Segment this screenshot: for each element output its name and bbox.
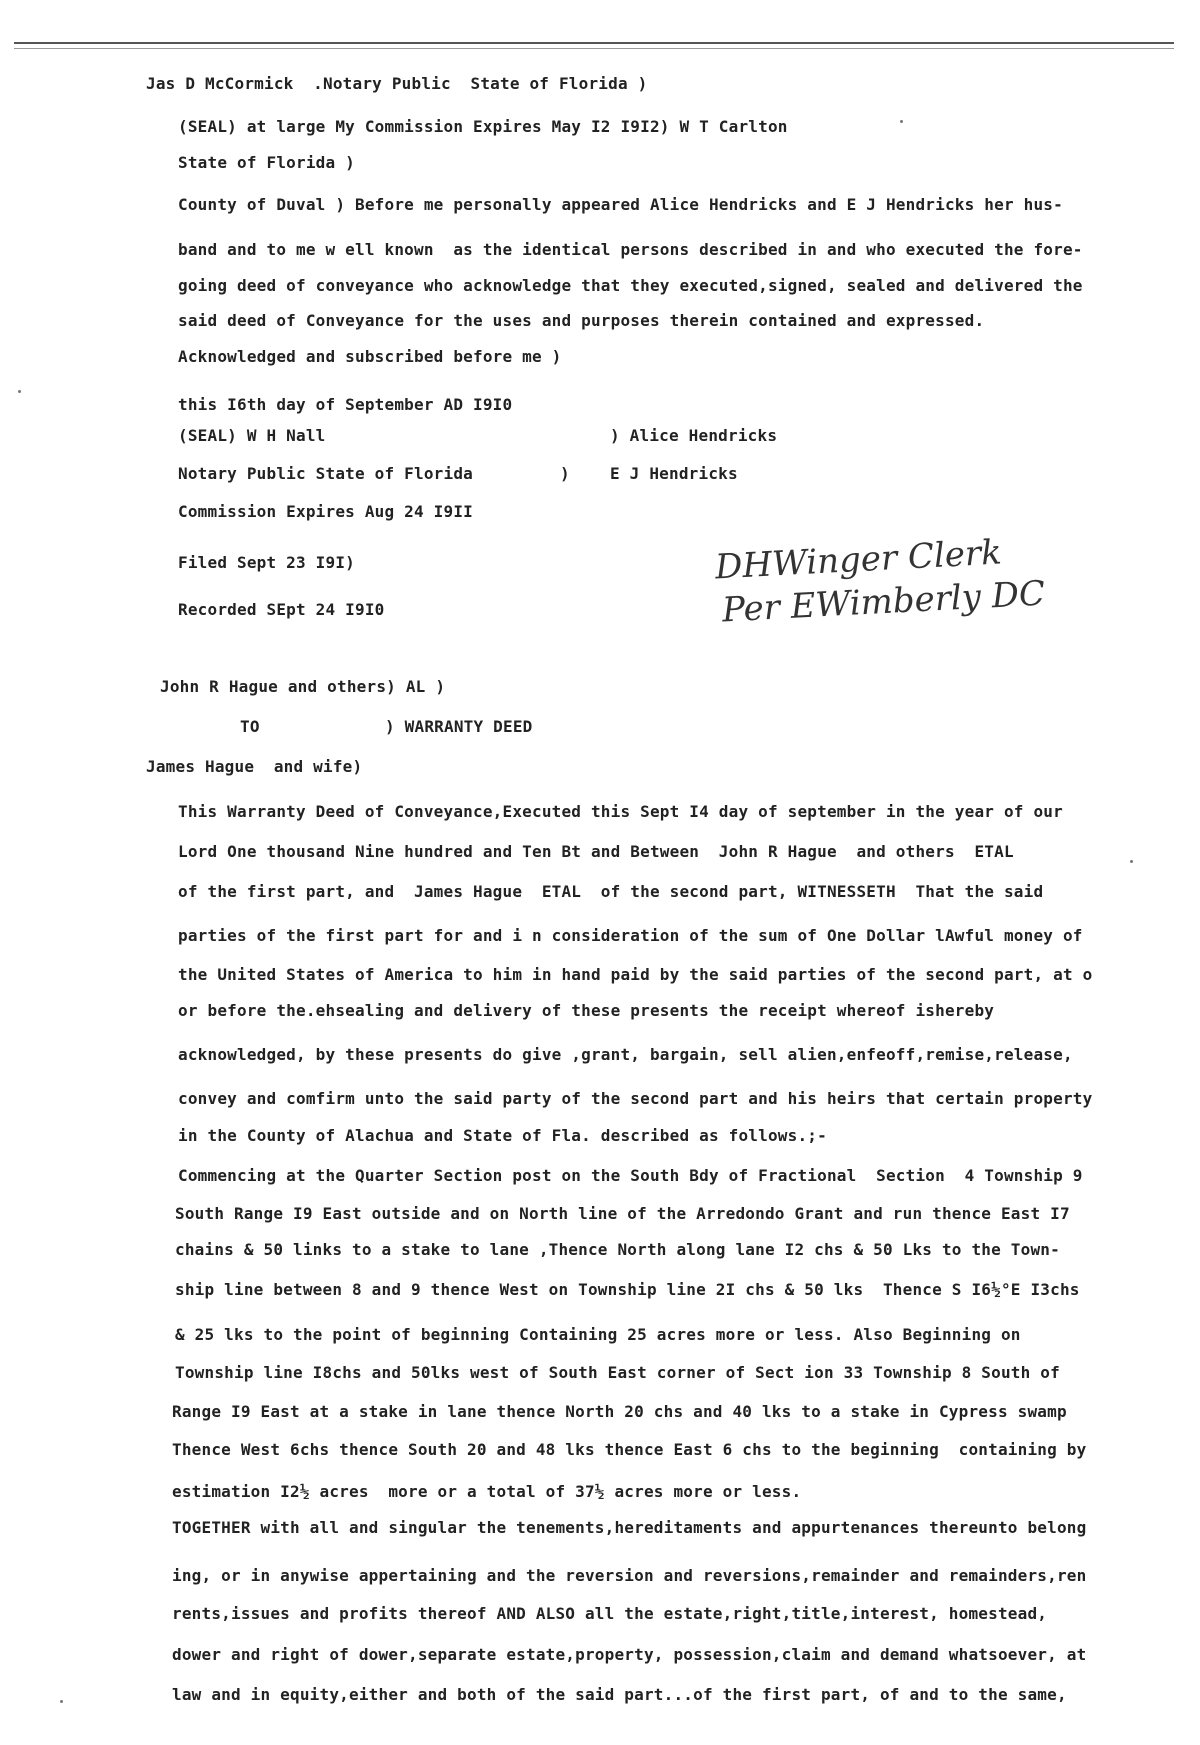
signer-alice-hendricks: ) Alice Hendricks — [610, 426, 778, 445]
deed-grantor: John R Hague and others) AL ) — [160, 677, 446, 696]
deed-line-8: convey and comfirm unto the said party of the second part and his heirs that certain property — [178, 1089, 1093, 1108]
deed-line-11: South Range I9 East outside and on North line of the Arredondo Grant and run thence East I7 — [175, 1204, 1070, 1223]
deed-line-23: law and in equity,either and both of the said part...of the first part, of and to the same, — [172, 1685, 1067, 1704]
notary-line-2: (SEAL) at large My Commission Expires May I2 I9I2) W T Carlton — [178, 117, 788, 136]
commission-expires-line: Commission Expires Aug 24 I9II — [178, 502, 473, 521]
notary-line-3: State of Florida ) — [178, 153, 355, 172]
deed-line-10: Commencing at the Quarter Section post on the South Bdy of Fractional Section 4 Township 9 — [178, 1166, 1083, 1185]
recorded-date: Recorded SEpt 24 I9I0 — [178, 600, 385, 619]
deed-line-9: in the County of Alachua and State of Fla. described as follows.;- — [178, 1126, 827, 1145]
deed-title: ) WARRANTY DEED — [385, 717, 533, 736]
deed-line-19: TOGETHER with all and singular the tenements,hereditaments and appurtenances thereunto belong — [172, 1518, 1087, 1537]
deed-line-1: This Warranty Deed of Conveyance,Executed this Sept I4 day of september in the year of our — [178, 802, 1063, 821]
notary-paren: ) — [560, 464, 570, 483]
deed-line-16: Range I9 East at a stake in lane thence North 20 chs and 40 lks to a stake in Cypress swamp — [172, 1402, 1067, 1421]
notary-line-7: said deed of Conveyance for the uses and purposes therein contained and expressed. — [178, 311, 985, 330]
deed-to: TO — [240, 717, 260, 736]
seal-line: (SEAL) W H Nall — [178, 426, 326, 445]
deed-line-20: ing, or in anywise appertaining and the reversion and reversions,remainder and remainders,ren — [172, 1566, 1087, 1585]
deed-line-14: & 25 lks to the point of beginning Containing 25 acres more or less. Also Beginning on — [175, 1325, 1021, 1344]
notary-line-1: Jas D McCormick .Notary Public State of Florida ) — [146, 74, 648, 93]
deed-line-12: chains & 50 links to a stake to lane ,Thence North along lane I2 chs & 50 Lks to the Town- — [175, 1240, 1060, 1259]
deed-line-15: Township line I8chs and 50lks west of South East corner of Sect ion 33 Township 8 South of — [175, 1363, 1060, 1382]
filed-date: Filed Sept 23 I9I) — [178, 553, 355, 572]
deed-line-18: estimation I2½ acres more or a total of 37½ acres more or less. — [172, 1482, 802, 1501]
deed-line-2: Lord One thousand Nine hundred and Ten Bt and Between John R Hague and others ETAL — [178, 842, 1014, 861]
notary-line-8: Acknowledged and subscribed before me ) — [178, 347, 562, 366]
deed-line-4: parties of the first part for and i n consideration of the sum of One Dollar lAwful money of — [178, 926, 1083, 945]
deed-line-17: Thence West 6chs thence South 20 and 48 lks thence East 6 chs to the beginning containing by — [172, 1440, 1087, 1459]
deed-line-3: of the first part, and James Hague ETAL of the second part, WITNESSETH That the said — [178, 882, 1044, 901]
deed-line-21: rents,issues and profits thereof AND ALSO all the estate,right,title,interest, homestead, — [172, 1604, 1048, 1623]
deputy-clerk-signature: Per EWimberly DC — [721, 573, 1046, 631]
notary-line-6: going deed of conveyance who acknowledge that they executed,signed, sealed and delivered the — [178, 276, 1083, 295]
clerk-signature: DHWinger Clerk — [714, 532, 1003, 588]
scan-speck — [900, 120, 903, 123]
ruled-top-line-secondary — [14, 48, 1174, 49]
ruled-top-line — [14, 42, 1174, 44]
deed-line-5: the United States of America to him in hand paid by the said parties of the second part, at o — [178, 965, 1093, 984]
scan-speck — [60, 1700, 63, 1703]
deed-grantee: James Hague and wife) — [146, 757, 363, 776]
notary-line-5: band and to me w ell known as the identical persons described in and who executed the fore- — [178, 240, 1083, 259]
deed-line-13: ship line between 8 and 9 thence West on Township line 2I chs & 50 lks Thence S I6½°E I3chs — [175, 1280, 1080, 1299]
notary-public-line: Notary Public State of Florida — [178, 464, 473, 483]
scan-speck — [18, 390, 21, 393]
deed-line-7: acknowledged, by these presents do give ,grant, bargain, sell alien,enfeoff,remise,release, — [178, 1045, 1073, 1064]
notary-line-9: this I6th day of September AD I9I0 — [178, 395, 513, 414]
signer-ej-hendricks: E J Hendricks — [610, 464, 738, 483]
scan-speck — [1130, 860, 1133, 863]
notary-line-4: County of Duval ) Before me personally appeared Alice Hendricks and E J Hendricks her hus- — [178, 195, 1063, 214]
deed-line-6: or before the.ehsealing and delivery of these presents the receipt whereof ishereby — [178, 1001, 995, 1020]
deed-line-22: dower and right of dower,separate estate,property, possession,claim and demand whatsoever, at — [172, 1645, 1087, 1664]
